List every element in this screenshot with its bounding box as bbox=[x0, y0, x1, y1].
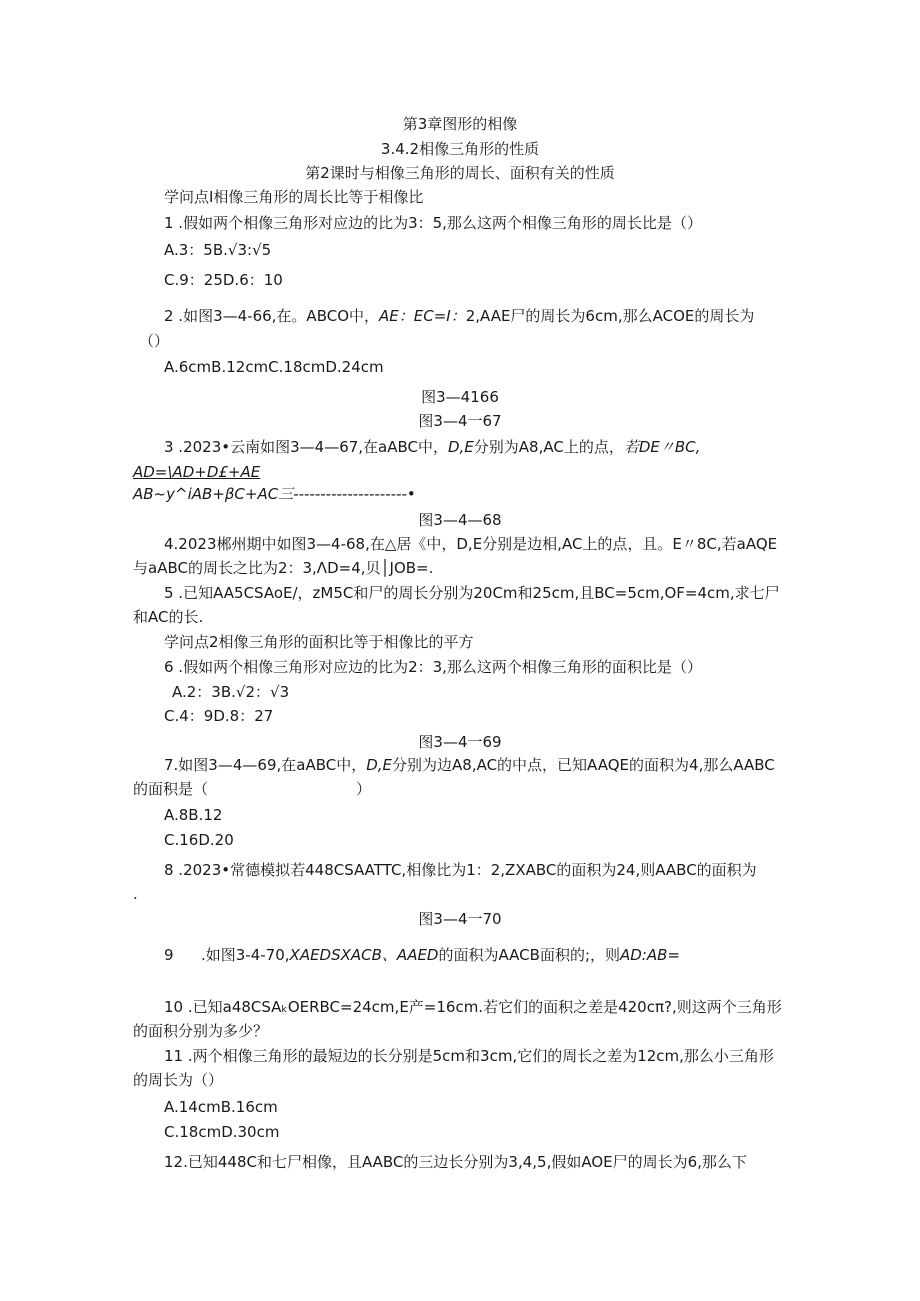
question-10-line-1: 10 .已知a48CSAₖOERBC=24cm,E产=16cm.若它们的面积之差是420cπ?,则这两个三角形 bbox=[164, 998, 782, 1016]
knowledge-point-2: 学问点2相像三角形的面积比等于相像比的平方 bbox=[164, 633, 474, 651]
question-3-stem bbox=[164, 437, 700, 457]
chapter-title: 第3章图形的相像 bbox=[402, 115, 518, 133]
question-7-stem-a: 7.如图3—4—69,在aABC中， bbox=[164, 756, 367, 774]
figure-caption-69: 图3—4一69 bbox=[418, 733, 502, 751]
question-11-line-2: 的周长为（） bbox=[133, 1071, 224, 1089]
question-9-stem-c: 的面积为AACB面积的;，则 bbox=[438, 946, 620, 964]
question-5-line-2: 和AC的长. bbox=[133, 608, 204, 626]
figure-caption-68: 图3—4—68 bbox=[418, 511, 502, 529]
question-12-line-1: 12.已知448C和七尸相像，且AABC的三边长分别为3,4,5,假如AOE尸的周长为6,那么下 bbox=[164, 1153, 747, 1171]
question-7-options-ab: A.8B.12 bbox=[164, 806, 223, 824]
question-2-stem bbox=[164, 306, 754, 326]
question-8-line-1: 8 .2023•常德模拟若448CSAATTC,相像比为1：2,ZXABC的面积为24,则AABC的面积为 bbox=[164, 861, 757, 879]
question-11-line-1: 11 .两个相像三角形的最短边的长分别是5cm和3cm,它们的周长之差为12cm,那么小三角形 bbox=[164, 1047, 774, 1065]
question-6-options-ab: A.2：3B.√2：√3 bbox=[172, 683, 290, 701]
question-1-stem: 1 .假如两个相像三角形对应边的比为3：5,那么这两个相像三角形的周长比是（） bbox=[164, 214, 702, 232]
question-3-stem-c: 分别为A8,AC上的点， bbox=[473, 438, 624, 456]
question-1-options-ab: A.3：5B.√3:√5 bbox=[164, 241, 272, 259]
lesson-title: 第2课时与相像三角形的周长、面积有关的性质 bbox=[305, 164, 615, 182]
question-4-line-2: 与aABC的周长之比为2：3,ΛD=4,贝│JOB=. bbox=[133, 559, 434, 577]
question-7-line-2a: 的面积是（ bbox=[133, 780, 209, 798]
question-2-blank: （） bbox=[139, 332, 170, 350]
question-9-answer: AD:AB= bbox=[620, 946, 680, 964]
question-7-stem-c: 分别为边A8,AC的中点，已知AAQE的面积为4,那么AABC bbox=[392, 756, 775, 774]
question-9-similar: XAEDSXACB、AAED bbox=[289, 946, 439, 964]
question-3-stem-a: 3 .2023•云南如图3—4—67,在aABC中， bbox=[164, 438, 448, 456]
figure-caption-66: 图3—4166 bbox=[421, 388, 499, 406]
question-1-options-cd: C.9：25D.6：10 bbox=[164, 271, 283, 289]
question-11-options-ab: A.14cmB.16cm bbox=[164, 1098, 278, 1116]
question-3-points: D,E bbox=[448, 438, 474, 456]
question-7-points: D,E bbox=[366, 756, 393, 774]
question-5-line-1: 5 .已知AA5CSAoE/，zM5C和尸的周长分别为20Cm和25cm,且BC=5cm,OF=4cm,求七尸 bbox=[164, 584, 780, 602]
figure-caption-67: 图3—4一67 bbox=[418, 412, 502, 430]
question-3-formula-1: AD=\AD+D£+AE bbox=[133, 463, 261, 481]
question-7-stem bbox=[164, 755, 775, 775]
question-9-stem bbox=[201, 945, 680, 965]
question-2-options: A.6cmB.12cmC.18cmD.24cm bbox=[164, 358, 384, 376]
question-3-formula-2: AB~y^iAB+βC+AC三---------------------• bbox=[133, 485, 416, 503]
question-9-stem-a: .如图3-4-70, bbox=[201, 946, 290, 964]
knowledge-point-1: 学问点I相像三角形的周长比等于相像比 bbox=[164, 188, 424, 206]
question-3-condition: 若DE〃BC, bbox=[623, 438, 701, 456]
question-9-number: 9 bbox=[164, 946, 174, 964]
question-11-options-cd: C.18cmD.30cm bbox=[164, 1123, 280, 1141]
question-2-stem-a: 2 .如图3—4-66,在。ABCO中， bbox=[164, 307, 380, 325]
question-7-line-2b: ） bbox=[356, 780, 372, 798]
question-7-options-cd: C.16D.20 bbox=[164, 831, 234, 849]
question-8-line-2: . bbox=[133, 885, 138, 903]
question-6-options-cd: C.4：9D.8：27 bbox=[164, 707, 274, 725]
question-2-stem-c: 2,AAE尸的周长为6cm,那么ACOE的周长为 bbox=[465, 307, 755, 325]
section-title: 3.4.2相像三角形的性质 bbox=[380, 140, 540, 158]
question-10-line-2: 的面积分别为多少？ bbox=[133, 1022, 269, 1040]
question-4-line-1: 4.2023郴州期中如图3—4-68,在△居《中，D,E分别是边相,AC上的点，且。E〃8C,若aAQE bbox=[164, 535, 778, 553]
question-2-ratio: AE：EC=I： bbox=[379, 307, 466, 325]
figure-caption-70: 图3—4一70 bbox=[418, 910, 502, 928]
question-6-stem: 6 .假如两个相像三角形对应边的比为2：3,那么这两个相像三角形的面积比是（） bbox=[164, 658, 702, 676]
